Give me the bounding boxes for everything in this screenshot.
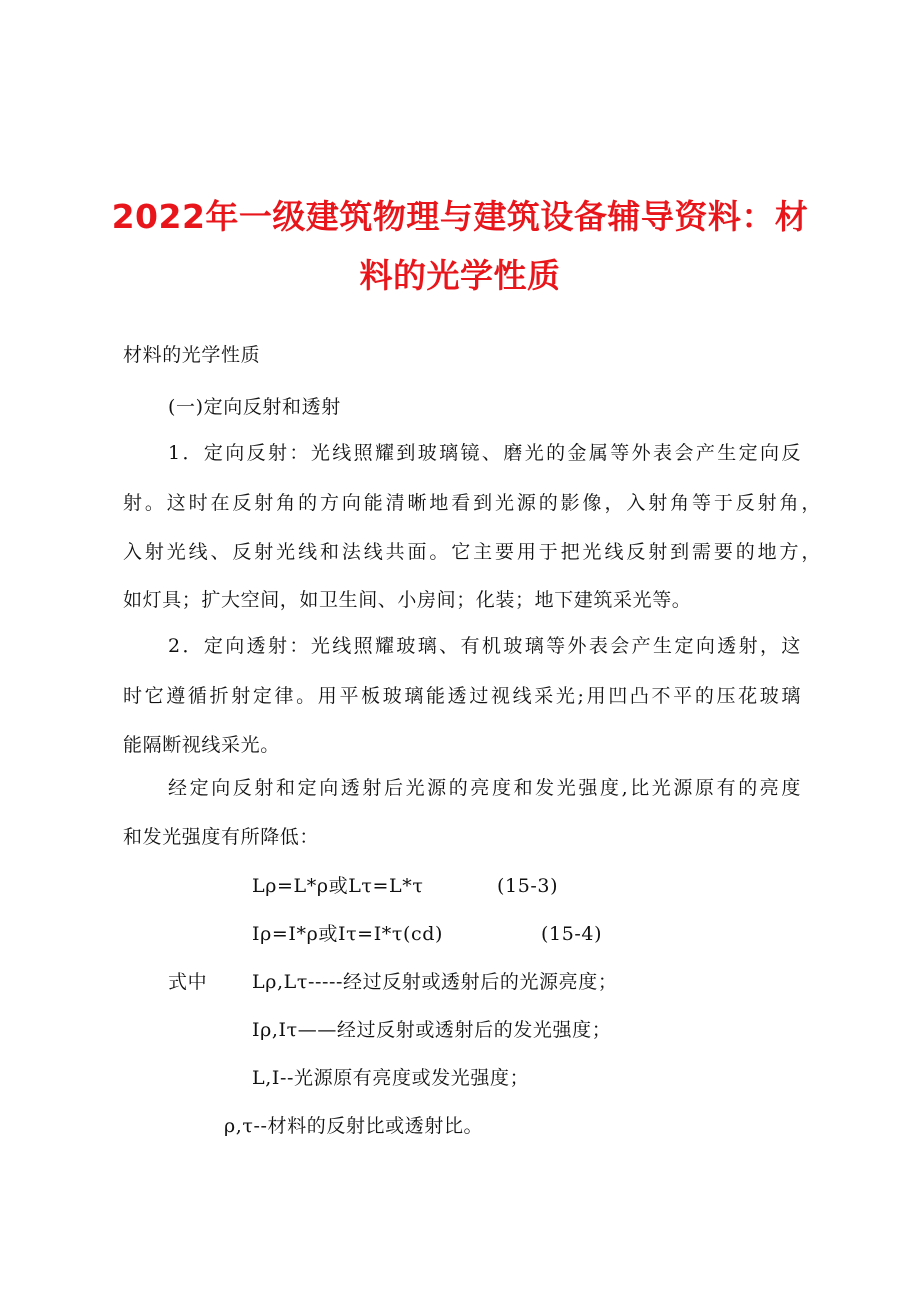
paragraph-1-line-4: 如灯具；扩大空间，如卫生间、小房间；化装；地下建筑采光等。 [123, 589, 692, 611]
paragraph-1-line-3: 入射光线、反射光线和法线共面。它主要用于把光线反射到需要的地方， [123, 541, 821, 563]
subsection-heading: (一)定向反射和透射 [168, 396, 341, 418]
formula-15-3-number: (15-3) [497, 875, 559, 897]
formula-15-3: Lρ=L*ρ或Lτ=L*τ [252, 875, 424, 897]
paragraph-1-line-2: 射。这时在反射角的方向能清晰地看到光源的影像，入射角等于反射角， [123, 492, 821, 514]
legend-item-intensity: Iρ,Iτ——经过反射或透射后的发光强度； [252, 1019, 612, 1041]
section-heading: 材料的光学性质 [123, 344, 261, 366]
legend-item-luminance: Lρ,Lτ-----经过反射或透射后的光源亮度； [252, 971, 618, 993]
formula-15-4-number: (15-4) [541, 923, 603, 945]
paragraph-2-line-3: 能隔断视线采光。 [123, 734, 280, 756]
paragraph-3-line-1: 经定向反射和定向透射后光源的亮度和发光强度,比光源原有的亮度 [168, 777, 801, 799]
paragraph-3-line-2: 和发光强度有所降低： [123, 826, 320, 848]
paragraph-1-line-1: 1．定向反射：光线照耀到玻璃镜、磨光的金属等外表会产生定向反 [168, 442, 801, 464]
legend-label: 式中 [168, 971, 208, 993]
document-title-line-1: 2022年一级建筑物理与建筑设备辅导资料：材 [111, 197, 809, 236]
paragraph-2-line-2: 时它遵循折射定律。用平板玻璃能透过视线采光;用凹凸不平的压花玻璃 [123, 685, 801, 707]
paragraph-2-line-1: 2．定向透射：光线照耀玻璃、有机玻璃等外表会产生定向透射，这 [168, 635, 801, 657]
formula-15-4: Iρ=I*ρ或Iτ=I*τ(cd) [252, 923, 444, 945]
document-title-line-2: 料的光学性质 [359, 256, 561, 295]
legend-item-ratio: ρ,τ--材料的反射比或透射比。 [224, 1115, 484, 1137]
legend-item-original: L,I--光源原有亮度或发光强度； [252, 1067, 530, 1089]
